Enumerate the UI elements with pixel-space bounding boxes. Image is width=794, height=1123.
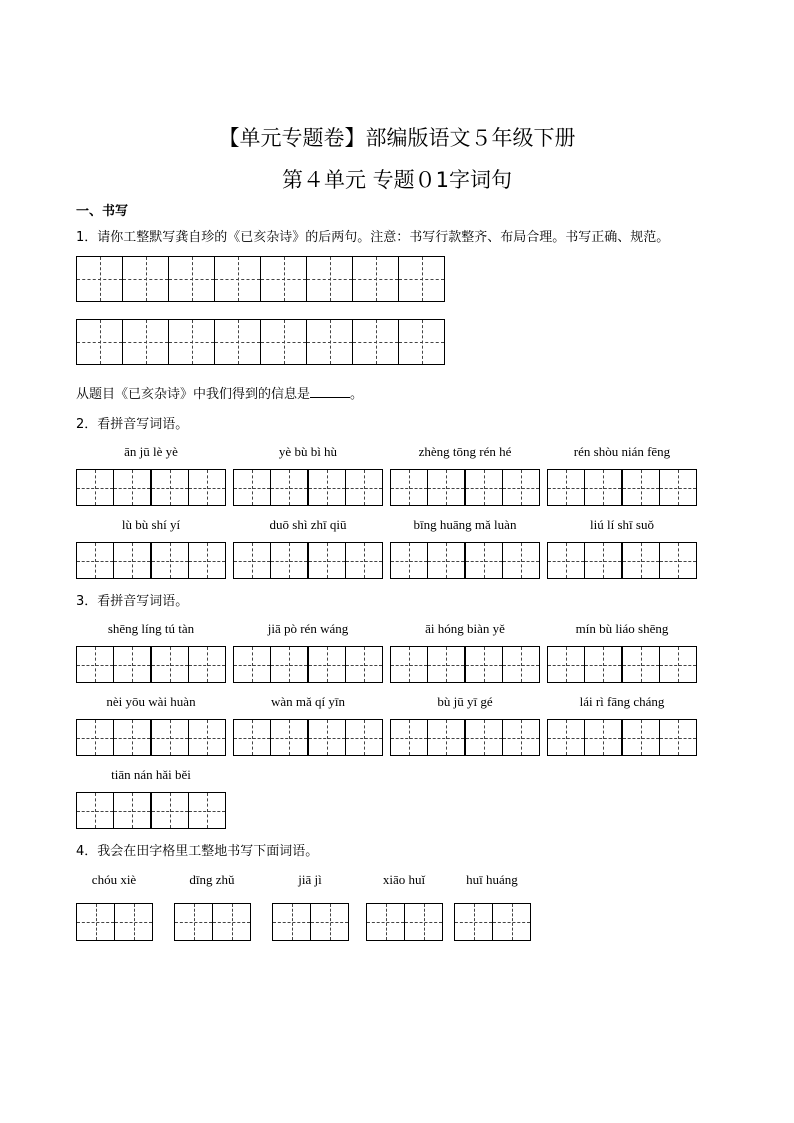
pinyin-label: bù jū yī gé (437, 694, 493, 709)
word-cell[interactable] (547, 542, 585, 579)
writing-cell[interactable] (122, 256, 169, 302)
tianzi-cell[interactable] (366, 903, 405, 941)
word-cell[interactable] (76, 469, 114, 506)
writing-cell[interactable] (306, 319, 353, 365)
pinyin-label: rén shòu nián fēng (573, 444, 671, 459)
word-cell[interactable] (113, 719, 151, 756)
question-2-prompt: 2．看拼音写词语。 (76, 417, 189, 432)
writing-cell[interactable] (398, 256, 445, 302)
word-cell[interactable] (188, 646, 226, 683)
word-cell[interactable] (270, 542, 308, 579)
word-cell[interactable] (308, 719, 346, 756)
pinyin-label: ān jū lè yè (124, 444, 178, 459)
word-cell[interactable] (659, 719, 697, 756)
word-cell[interactable] (270, 646, 308, 683)
tianzi-cell[interactable] (310, 903, 349, 941)
word-cell[interactable] (345, 719, 383, 756)
word-cell[interactable] (151, 646, 189, 683)
word-cell[interactable] (113, 542, 151, 579)
pinyin-label: lù bù shí yí (121, 517, 181, 532)
tianzi-cell[interactable] (174, 903, 213, 941)
question-1-followup (76, 383, 363, 402)
word-cell[interactable] (465, 542, 503, 579)
word-cell[interactable] (308, 469, 346, 506)
pinyin-label: jiā pò rén wáng (267, 621, 349, 636)
word-cell[interactable] (308, 542, 346, 579)
word-cell[interactable] (76, 646, 114, 683)
worksheet-title: 【单元专题卷】部编版语文５年级下册 (218, 126, 576, 150)
word-cell[interactable] (584, 542, 622, 579)
word-cell[interactable] (390, 469, 428, 506)
word-cell[interactable] (622, 646, 660, 683)
followup-end: 。 (350, 387, 364, 402)
word-cell[interactable] (502, 542, 540, 579)
writing-cell[interactable] (214, 256, 261, 302)
word-cell[interactable] (659, 542, 697, 579)
word-cell[interactable] (345, 646, 383, 683)
pinyin-label: mín bù liáo shēng (575, 621, 669, 636)
word-cell[interactable] (584, 719, 622, 756)
writing-cell[interactable] (76, 256, 123, 302)
pinyin-label: xiāo huǐ (382, 872, 426, 887)
word-cell[interactable] (622, 542, 660, 579)
word-cell[interactable] (76, 792, 114, 829)
word-cell[interactable] (390, 646, 428, 683)
word-cell[interactable] (427, 646, 465, 683)
writing-cell[interactable] (122, 319, 169, 365)
pinyin-label: tiān nán hǎi běi (111, 767, 191, 782)
word-cell[interactable] (270, 469, 308, 506)
word-cell[interactable] (188, 792, 226, 829)
word-cell[interactable] (345, 469, 383, 506)
word-cell[interactable] (390, 719, 428, 756)
tianzi-cell[interactable] (76, 903, 115, 941)
word-cell[interactable] (113, 792, 151, 829)
word-cell[interactable] (584, 469, 622, 506)
word-cell[interactable] (427, 719, 465, 756)
word-cell[interactable] (113, 646, 151, 683)
word-cell[interactable] (427, 469, 465, 506)
pinyin-label: lái rì fāng cháng (579, 694, 665, 709)
writing-cell[interactable] (76, 319, 123, 365)
pinyin-label: dīng zhǔ (189, 872, 235, 887)
writing-cell[interactable] (260, 319, 307, 365)
section-heading: 一、书写 (76, 204, 129, 219)
word-cell[interactable] (465, 719, 503, 756)
word-cell[interactable] (390, 542, 428, 579)
word-cell[interactable] (270, 719, 308, 756)
worksheet-subtitle: 第４单元 专题０1字词句 (281, 168, 513, 192)
word-cell[interactable] (76, 719, 114, 756)
word-cell[interactable] (465, 469, 503, 506)
tianzi-cell[interactable] (492, 903, 531, 941)
word-cell[interactable] (547, 719, 585, 756)
pinyin-label: bīng huāng mǎ luàn (413, 517, 517, 532)
pinyin-label: liú lí shī suǒ (590, 517, 654, 532)
followup-text: 从题目《已亥杂诗》中我们得到的信息是 (76, 387, 311, 402)
pinyin-label: chóu xiè (91, 872, 137, 887)
word-cell[interactable] (308, 646, 346, 683)
pinyin-label: zhèng tōng rén hé (418, 444, 512, 459)
word-cell[interactable] (233, 542, 271, 579)
word-cell[interactable] (113, 469, 151, 506)
pinyin-label: huī huáng (466, 872, 518, 887)
pinyin-label: nèi yōu wài huàn (106, 694, 196, 709)
word-cell[interactable] (188, 719, 226, 756)
word-cell[interactable] (547, 646, 585, 683)
tianzi-cell[interactable] (212, 903, 251, 941)
tianzi-cell[interactable] (454, 903, 493, 941)
pinyin-label: jiā jì (298, 872, 322, 887)
writing-cell[interactable] (306, 256, 353, 302)
writing-cell[interactable] (260, 256, 307, 302)
pinyin-label: duō shì zhī qiū (269, 517, 347, 532)
pinyin-label: āi hóng biàn yě (425, 621, 505, 636)
word-cell[interactable] (659, 646, 697, 683)
word-cell[interactable] (345, 542, 383, 579)
writing-cell[interactable] (352, 319, 399, 365)
question-1-prompt: 1．请你工整默写龚自珍的《已亥杂诗》的后两句。注意：书写行款整齐、布局合理。书写正确、规范。 (76, 230, 670, 245)
question-4-prompt: 4．我会在田字格里工整地书写下面词语。 (76, 844, 319, 859)
word-cell[interactable] (151, 469, 189, 506)
word-cell[interactable] (233, 719, 271, 756)
word-cell[interactable] (76, 542, 114, 579)
pinyin-label: wàn mǎ qí yīn (270, 694, 345, 709)
word-cell[interactable] (622, 719, 660, 756)
pinyin-label: shēng líng tú tàn (107, 621, 195, 636)
question-3-prompt: 3．看拼音写词语。 (76, 594, 189, 609)
word-cell[interactable] (502, 646, 540, 683)
word-cell[interactable] (233, 469, 271, 506)
tianzi-cell[interactable] (272, 903, 311, 941)
word-cell[interactable] (151, 719, 189, 756)
writing-cell[interactable] (398, 319, 445, 365)
word-cell[interactable] (502, 469, 540, 506)
writing-cell[interactable] (352, 256, 399, 302)
word-cell[interactable] (502, 719, 540, 756)
word-cell[interactable] (465, 646, 503, 683)
word-cell[interactable] (547, 469, 585, 506)
pinyin-label: yè bù bì hù (278, 444, 338, 459)
word-cell[interactable] (622, 469, 660, 506)
word-cell[interactable] (151, 792, 189, 829)
tianzi-cell[interactable] (404, 903, 443, 941)
tianzi-cell[interactable] (114, 903, 153, 941)
answer-blank[interactable] (310, 385, 350, 398)
writing-cell[interactable] (168, 319, 215, 365)
word-cell[interactable] (151, 542, 189, 579)
writing-cell[interactable] (214, 319, 261, 365)
word-cell[interactable] (233, 646, 271, 683)
word-cell[interactable] (188, 469, 226, 506)
word-cell[interactable] (659, 469, 697, 506)
word-cell[interactable] (188, 542, 226, 579)
writing-cell[interactable] (168, 256, 215, 302)
word-cell[interactable] (427, 542, 465, 579)
word-cell[interactable] (584, 646, 622, 683)
